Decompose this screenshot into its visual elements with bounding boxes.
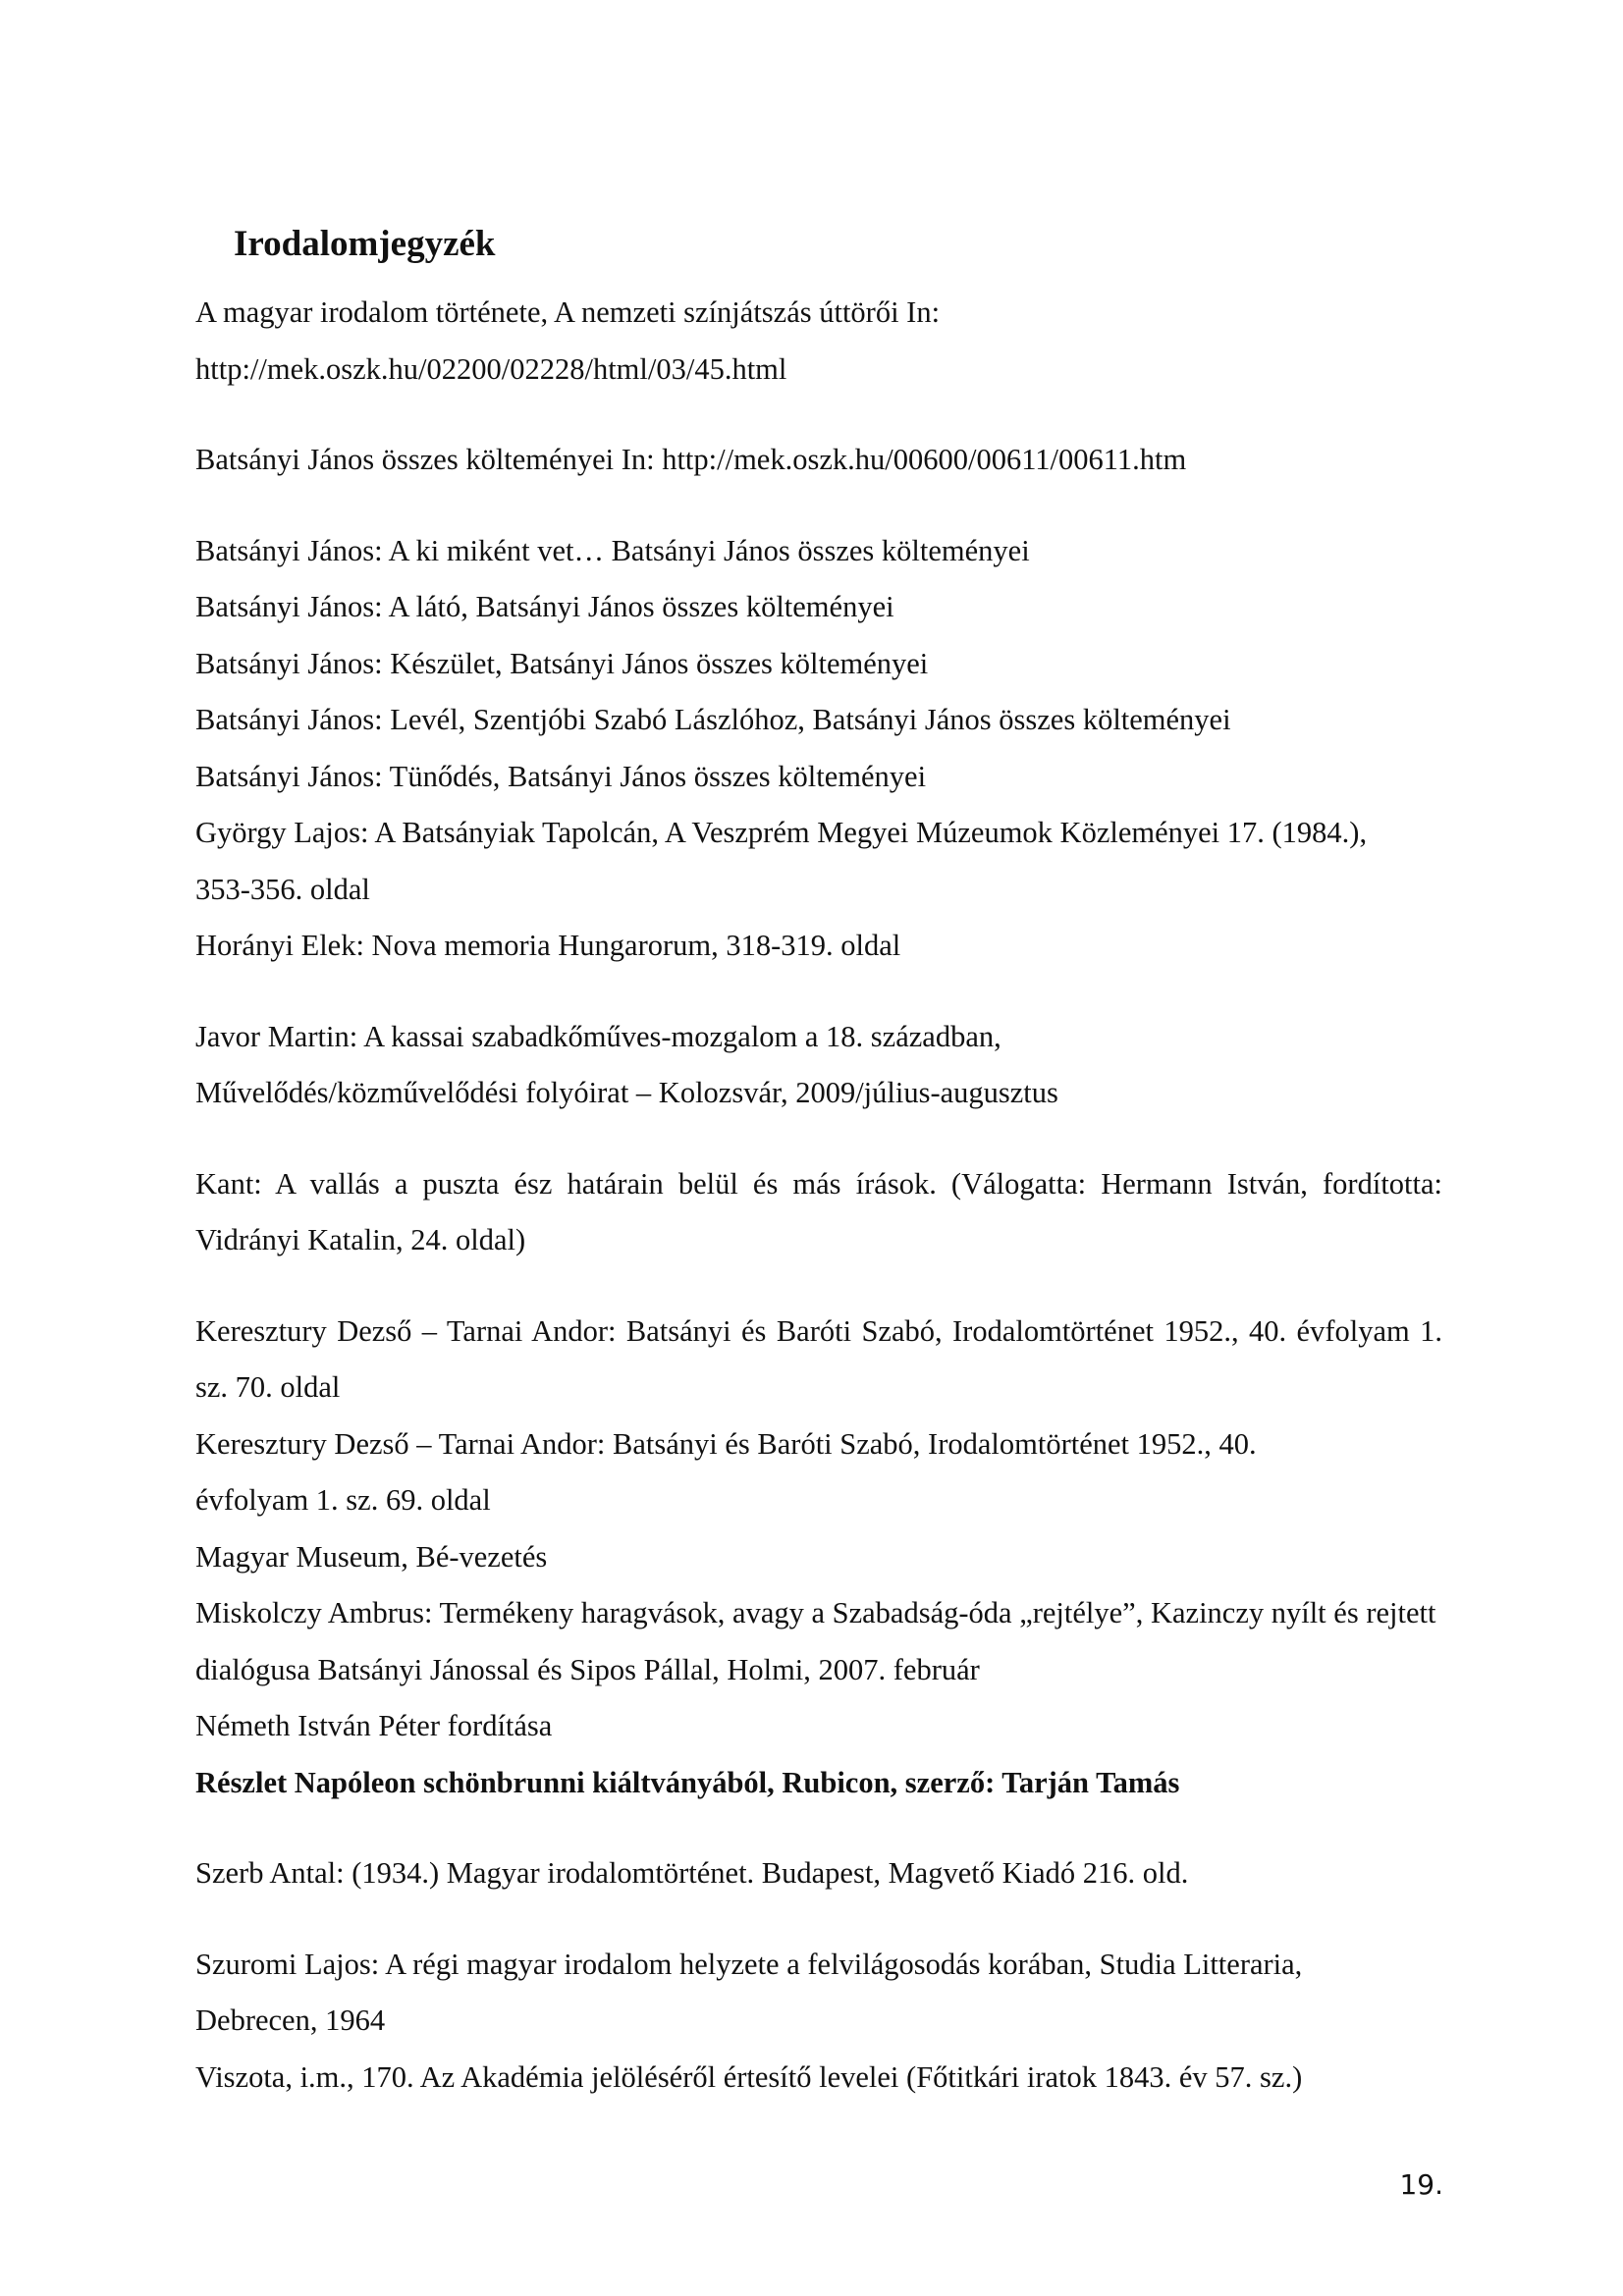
bibliography-entry: Magyar Museum, Bé-vezetés: [195, 1539, 548, 1574]
bibliography-entry: Részlet Napóleon schönbrunni kiáltványából, Rubicon, szerző: Tarján Tamás: [195, 1765, 1180, 1799]
bibliography-entry: Viszota, i.m., 170. Az Akadémia jelöléséről értesítő levelei (Főtitkári iratok 1843. év 57. sz.): [195, 2059, 1303, 2094]
bibliography-entry: Szuromi Lajos: A régi magyar irodalom helyzete a felvilágosodás korában, Studia Litteraria, Debrecen, 1964: [195, 1947, 1303, 2037]
bibliography-entry: Batsányi János: Tünődés, Batsányi János összes költeményei: [195, 759, 927, 793]
bibliography-entry: Szerb Antal: (1934.) Magyar irodalomtörténet. Budapest, Magvető Kiadó 216. old.: [195, 1856, 1189, 1890]
bibliography-heading: Irodalomjegyzék: [234, 223, 496, 264]
bibliography-entry: Batsányi János: A ki miként vet… Batsányi János összes költeményei: [195, 533, 1030, 567]
page-number: 19.: [1399, 2168, 1443, 2201]
bibliography-entry: Keresztury Dezső – Tarnai Andor: Batsányi és Baróti Szabó, Irodalomtörténet 1952., 40. évfolyam 1. sz. 70. oldal: [195, 1313, 1442, 1404]
bibliography-entry: Miskolczy Ambrus: Termékeny haragvások, avagy a Szabadság-óda „rejtélye”, Kazinczy nyílt és rejtett dialógusa Batsányi Jánossal és Sipos Pállal, Holmi, 2007. február: [195, 1596, 1436, 1686]
bibliography-list: [195, 285, 1442, 2106]
bibliography-entry: A magyar irodalom története, A nemzeti színjátszás úttörői In: http://mek.oszk.hu/02200/02228/html/03/45.html: [195, 295, 941, 386]
bibliography-entry: Batsányi János: Levél, Szentjóbi Szabó Lászlóhoz, Batsányi János összes költeményei: [195, 703, 1231, 736]
bibliography-entry: Batsányi János összes költeményei In: http://mek.oszk.hu/00600/00611/00611.htm: [195, 443, 1187, 476]
bibliography-entry: Kant: A vallás a puszta ész határain belül és más írások. (Válogatta: Hermann István, fordította: Vidrányi Katalin, 24. oldal): [195, 1166, 1442, 1256]
bibliography-entry: Horányi Elek: Nova memoria Hungarorum, 318-319. oldal: [195, 929, 901, 962]
bibliography-entry: Batsányi János: A látó, Batsányi János összes költeményei: [195, 590, 894, 623]
bibliography-entry: Batsányi János: Készület, Batsányi János összes költeményei: [195, 646, 929, 680]
bibliography-entry: Javor Martin: A kassai szabadkőműves-mozgalom a 18. században, Művelődés/közművelődési folyóirat – Kolozsvár, 2009/július-augusztus: [195, 1019, 1058, 1109]
bibliography-entry: György Lajos: A Batsányiak Tapolcán, A Veszprém Megyei Múzeumok Közleményei 17. (1984.), 353-356. oldal: [195, 816, 1368, 906]
bibliography-entry: Keresztury Dezső – Tarnai Andor: Batsányi és Baróti Szabó, Irodalomtörténet 1952., 40. évfolyam 1. sz. 69. oldal: [195, 1426, 1257, 1517]
bibliography-entry: Németh István Péter fordítása: [195, 1709, 553, 1742]
